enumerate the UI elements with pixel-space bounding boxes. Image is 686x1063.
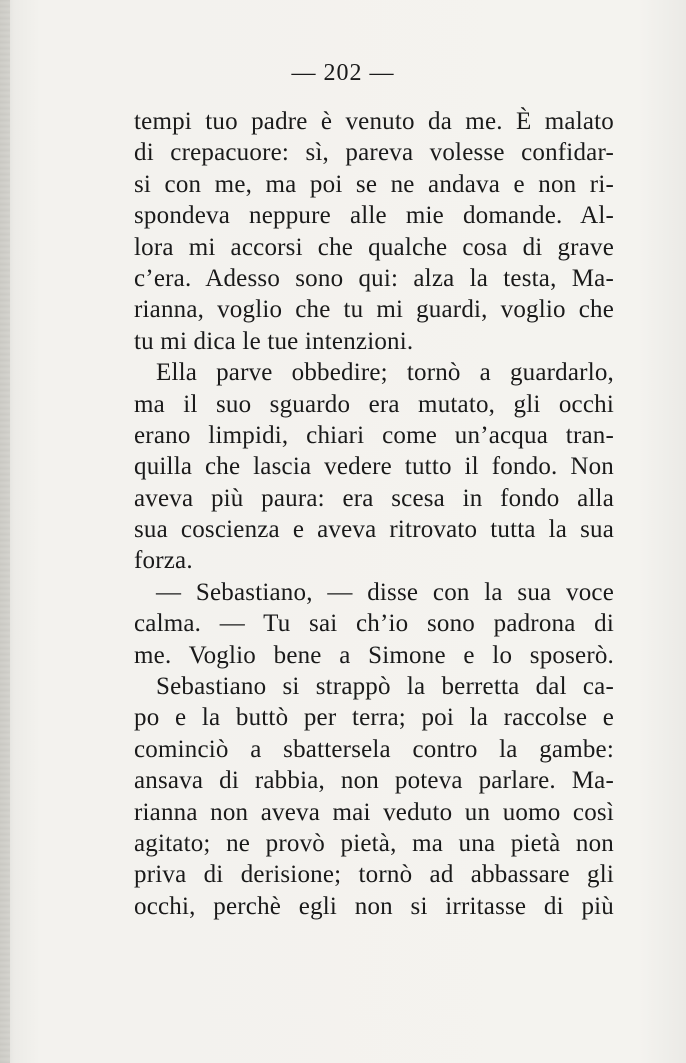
text-line: agitato; ne provò pietà, ma una pietà non [134, 829, 614, 857]
page-number: — 202 — [291, 60, 395, 86]
text-line: ma il suo sguardo era mutato, gli occhi [134, 390, 614, 418]
text-line: me. Voglio bene a Simone e lo sposerò. [134, 641, 614, 669]
text-line: tu mi dica le tue intenzioni. [134, 327, 414, 355]
text-line: spondeva neppure alle mie domande. Al- [134, 202, 614, 230]
text-line: di crepacuore: sì, pareva volesse confidar- [134, 139, 614, 167]
text-line: erano limpidi, chiari come un’acqua tran- [134, 421, 614, 449]
page-gutter-shadow [0, 0, 10, 1063]
text-line: cominciò a sbattersela contro la gambe: [134, 735, 614, 763]
text-line: c’era. Adesso sono qui: alza la testa, Ma- [134, 264, 614, 292]
text-line: priva di derisione; tornò ad abbassare gli [134, 861, 614, 889]
text-line: po e la buttò per terra; poi la raccolse e [134, 704, 614, 732]
text-line: tempi tuo padre è venuto da me. È malato [134, 108, 614, 135]
text-line: aveva più paura: era scesa in fondo alla [134, 484, 614, 512]
text-line: calma. — Tu sai ch’io sono padrona di [134, 610, 614, 638]
text-line: rianna, voglio che tu mi guardi, voglio che [134, 296, 614, 324]
text-line: quilla che lascia vedere tutto il fondo. Non [134, 453, 614, 481]
text-line: rianna non aveva mai veduto un uomo così [134, 798, 614, 826]
text-line: occhi, perchè egli non si irritasse di più [134, 892, 614, 920]
text-line: sua coscienza e aveva ritrovato tutta la sua [134, 516, 614, 544]
text-line: ansava di rabbia, non poteva parlare. Ma- [134, 767, 614, 795]
text-line: forza. [134, 547, 193, 575]
text-line: lora mi accorsi che qualche cosa di grave [134, 233, 614, 261]
text-line: si con me, ma poi se ne andava e non ri- [134, 170, 614, 198]
text-line: Sebastiano si strappò la berretta dal ca- [156, 673, 614, 701]
body-text [134, 106, 614, 922]
text-line: Ella parve obbedire; tornò a guardarlo, [156, 359, 614, 387]
text-line: — Sebastiano, — disse con la sua voce [156, 578, 614, 606]
